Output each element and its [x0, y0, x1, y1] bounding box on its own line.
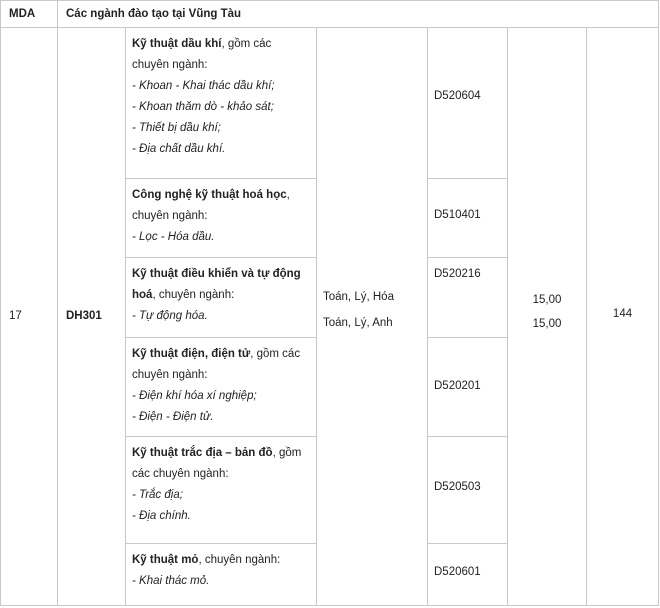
school-code-cell: DH301 [58, 28, 126, 606]
specialization-item: - Điện - Điện tử. [132, 411, 214, 423]
specialization-item: - Khoan thăm dò - khảo sát; [132, 101, 274, 113]
score-item: 15,00 [532, 317, 562, 330]
program-code-cell: D510401 [428, 179, 508, 258]
specialization-item: - Địa chất dầu khí. [132, 143, 226, 155]
combination-item: Toán, Lý, Anh [323, 316, 393, 329]
program-cell [126, 179, 317, 258]
header-mda: MDA [1, 1, 58, 28]
scores-cell [508, 28, 587, 606]
program-code-cell: D520601 [428, 544, 508, 606]
program-title: Công nghệ kỹ thuật hoá học, chuyên ngành: [132, 189, 290, 222]
program-cell [126, 28, 317, 179]
program-title: Kỹ thuật điều khiển và tự động hoá, chuyên ngành: [132, 268, 301, 301]
mda-cell: 17 [1, 28, 58, 606]
header-row [1, 1, 659, 28]
program-cell [126, 258, 317, 338]
combinations-cell [317, 28, 428, 606]
program-title: Kỹ thuật trắc địa – bản đồ, gồm các chuyên ngành: [132, 447, 302, 480]
quota-cell: 144 [587, 28, 659, 606]
program-title: Kỹ thuật điện, điện tử, gồm các chuyên ngành: [132, 348, 301, 381]
program-code-cell: D520503 [428, 437, 508, 544]
program-cell [126, 437, 317, 544]
specialization-item: - Địa chính. [132, 510, 191, 522]
specialization-item: - Khai thác mỏ. [132, 575, 210, 587]
specialization-item: - Lọc - Hóa dầu. [132, 231, 215, 243]
specialization-item: - Khoan - Khai thác dầu khí; [132, 80, 275, 92]
score-item: 15,00 [532, 293, 562, 306]
table-row [1, 28, 659, 179]
program-code-cell: D520201 [428, 338, 508, 437]
combination-item: Toán, Lý, Hóa [323, 290, 394, 303]
specialization-item: - Trắc địa; [132, 489, 183, 501]
program-cell [126, 338, 317, 437]
header-programs: Các ngành đào tạo tại Vũng Tàu [58, 1, 659, 28]
program-title: Kỹ thuật mỏ, chuyên ngành: [132, 554, 281, 566]
program-title: Kỹ thuật dầu khí, gồm các chuyên ngành: [132, 38, 272, 71]
specialization-item: - Tự động hóa. [132, 310, 208, 322]
specialization-item: - Điện khí hóa xí nghiệp; [132, 390, 257, 402]
program-code-cell: D520604 [428, 28, 508, 179]
specialization-item: - Thiết bị dầu khí; [132, 122, 221, 134]
program-cell [126, 544, 317, 606]
program-code-cell: D520216 [428, 258, 508, 338]
